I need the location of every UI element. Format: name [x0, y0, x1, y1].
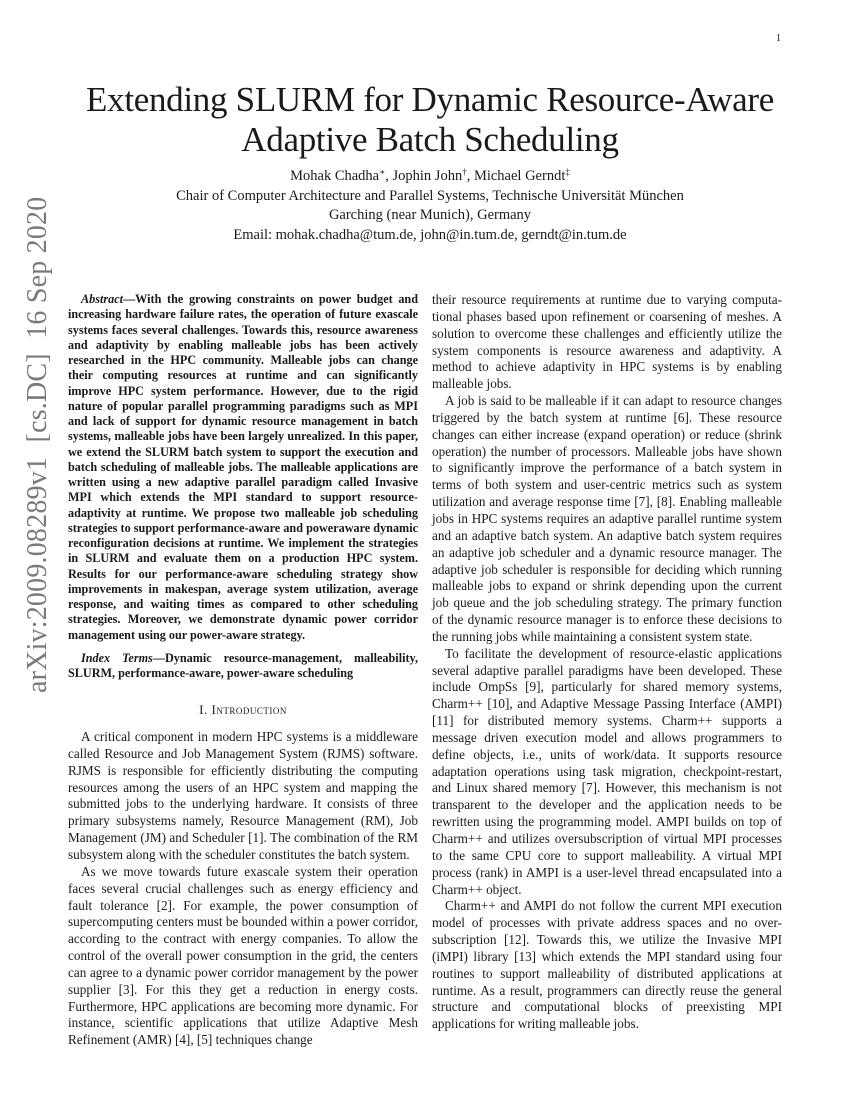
author-list: Mohak Chadha∗, Jophin John†, Michael Gerndt‡ — [290, 167, 570, 184]
paper-title: Extending SLURM for Dynamic Resource-Aware Adaptive Batch Scheduling — [86, 80, 774, 159]
abstract-label: Abstract — [81, 292, 123, 306]
arxiv-id[interactable]: arXiv:2009.08289v1 — [22, 456, 53, 693]
author-name: Mohak Chadha — [290, 168, 380, 184]
section-number: I. — [199, 702, 208, 718]
author-mark: ‡ — [565, 167, 570, 177]
arxiv-category: [cs.DC] — [22, 353, 53, 443]
paragraph: To facilitate the development of resource-elastic applications several adaptive parallel paradigms have been developed. These include OmpSs [9], particularly for shared memory systems, Charm++ [10], and Adaptive Message Passing Interface (AMPI) [11] for distributed memory systems. Charm++ supports a message driven execution model and allows programmers to define objects, i.e., units of work/data. It supports resource adaptation operations using task migration, checkpoint-restart, and Linux shared memory [7]. However, this mechanism is not transparent to the developer and the application needs to be rewritten using the programming model. AMPI builds on top of Charm++ and utilizes oversubscription of virtual MPI processes to the same CPU core to support malleability. A virtual MPI process (rank) in AMPI is a user-level thread encapsulated into a Charm++ object. — [432, 645, 782, 897]
index-terms — [68, 651, 418, 682]
paragraph: A job is said to be malleable if it can adapt to resource changes triggered by the batch system at runtime [6]. These resource changes can either increase (expand operation) or reduce (shrink operation) the number of processors. Malleable jobs have shown to significantly improve the performance of a batch system in terms of both system and user-centric metrics such as system utilization and average response time [7], [8]. Enabling malleable jobs in HPC systems requires an adaptive parallel runtime system and an adaptive batch system. An adaptive batch system requires an adaptive job scheduler and a dynamic resource manager. The adaptive job scheduler is responsible for deciding which running malleable jobs to expand or shrink depending upon the current job queue and the job scheduling strategy. The primary function of the dynamic resource manager is to enforce these decisions to the running jobs while maintaining a consistent system state. — [432, 393, 782, 644]
author-mark: † — [462, 167, 467, 177]
left-column — [68, 292, 418, 1049]
author-block — [60, 163, 800, 245]
email-line: Email: mohak.chadha@tum.de, john@in.tum.de, gerndt@in.tum.de — [233, 226, 627, 243]
author-mark: ∗ — [379, 167, 386, 177]
paragraph: Charm++ and AMPI do not follow the current MPI execution model of processes with private address spaces and no over-subscription [12]. Towards this, we utilize the Invasive MPI (iMPI) library [13] which extends the MPI standard using four routines to support malleability of distributed applications at runtime. As a result, programmers can directly reuse the general structure and computational blocks of preexisting MPI applications for writing malleable jobs. — [432, 898, 782, 1032]
section-title: Introduction — [211, 702, 287, 718]
arxiv-date: 16 Sep 2020 — [22, 196, 53, 339]
abstract — [68, 292, 418, 643]
arxiv-stamp — [8, 0, 68, 693]
page-number: 1 — [776, 33, 781, 44]
paragraph: A critical component in modern HPC systems is a middleware called Resource and Job Management System (RJMS) software. RJMS is responsible for efficiently distributing the computing resources among the users of an HPC system and mapping the submitted jobs to the underlying hardware. It consists of three primary subsystems namely, Resource Management (RM), Job Management (JM) and Scheduler [1]. The combination of the RM subsystem along with the scheduler constitutes the batch system. — [68, 729, 418, 862]
index-terms-label: Index Terms — [81, 650, 153, 665]
author-name: Jophin John — [392, 168, 463, 184]
abstract-text: —With the growing constraints on power budget and increasing hardware failure rates, the operation of future exascale systems faces several challenges. Towards this, resource awareness and adaptivity by enabling malleable jobs has been actively researched in the HPC community. Malleable jobs can change their computing resources at runtime and can significantly improve HPC system performance. However, due to the rigid nature of popular parallel programming paradigms such as MPI and lack of support for dynamic resource management in batch systems, malleable jobs have been largely unrealized. In this paper, we extend the SLURM batch system to support the execution and batch scheduling of malleable jobs. The malleable applications are written using a new adaptive parallel paradigm called Invasive MPI which extends the MPI standard to support resource-adaptivity at runtime. We propose two malleable job scheduling strategies to support performance-aware and poweraware dynamic reconfiguration decisions at runtime. We implement the strategies in SLURM and evaluate them on a production HPC system. Results for our performance-aware scheduling strategy show improvements in makespan, average system utilization, average response, and waiting times as compared to other scheduling strategies. Moreover, we demonstrate dynamic power corridor management using our power-aware strategy. — [68, 292, 418, 642]
section-heading — [68, 702, 418, 719]
paragraph: their resource requirements at runtime due to varying computational phases based upon refinement or coarsening of meshes. A solution to overcome these challenges and efficiently utilize the system components is resource awareness and adaptivity. A method to achieve adaptivity in HPC systems is by enabling malleable jobs. — [432, 292, 782, 392]
right-column — [432, 292, 782, 1033]
location: Garching (near Munich), Germany — [328, 207, 532, 224]
affiliation: Chair of Computer Architecture and Parallel Systems, Technische Universität München — [176, 187, 684, 204]
paragraph: As we move towards future exascale system their operation faces several crucial challenges such as energy efficiency and fault tolerance [2]. For example, the power consumption of supercomputing centers must be bounded within a power corridor, according to the contract with energy companies. To allow the control of the overall power consumption in the grid, the centers can agree to a dynamic power corridor management by the power supplier [3]. For this they get a reduction in energy costs. Furthermore, HPC applications are becoming more dynamic. For instance, scientific applications that utilize Adaptive Mesh Refinement (AMR) [4], [5] techniques change — [68, 863, 418, 1048]
index-terms-text: —Dynamic resource-management, malleability, SLURM, performance-aware, power-aware scheduling — [68, 650, 418, 680]
author-name: Michael Gerndt — [473, 168, 566, 184]
